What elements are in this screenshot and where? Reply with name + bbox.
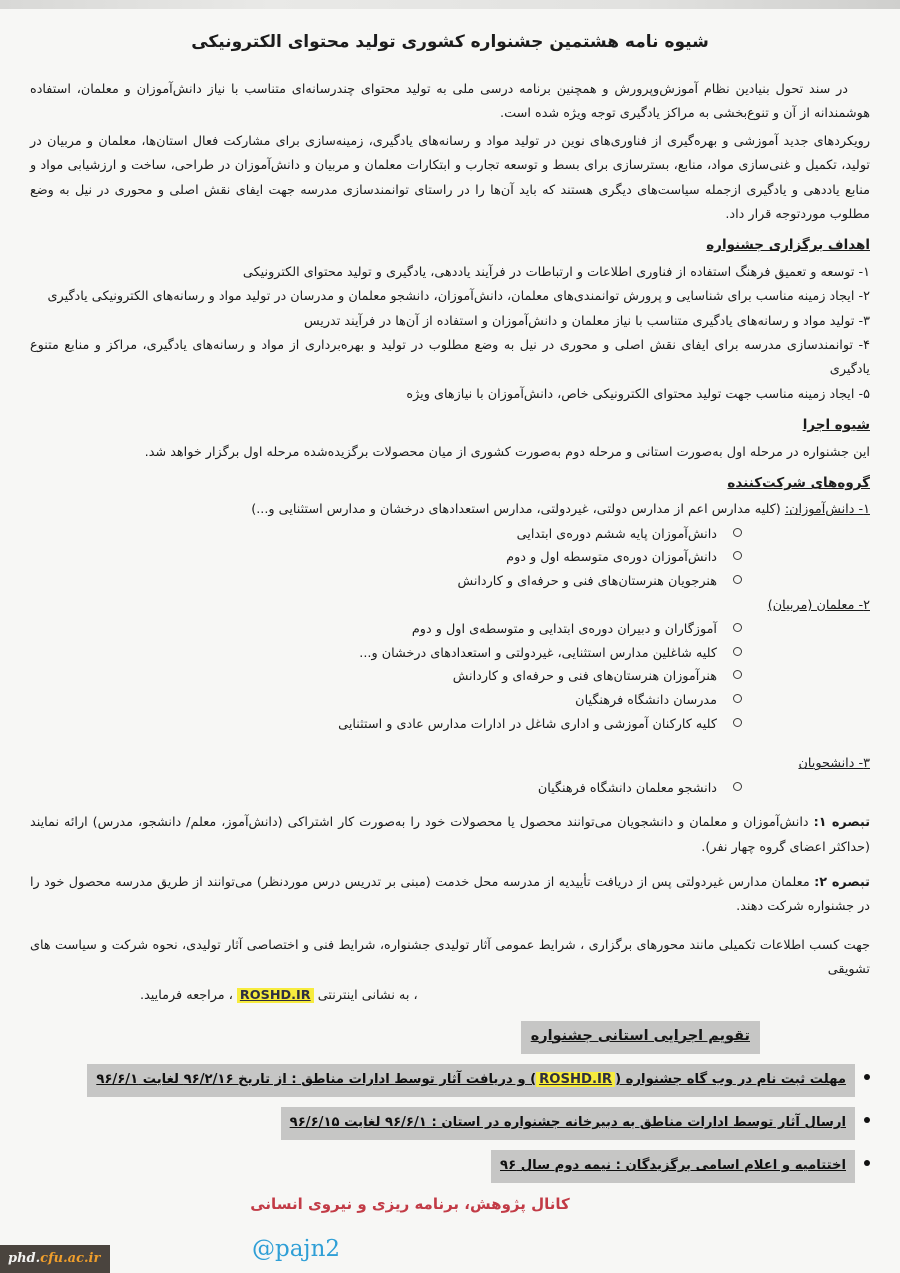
info-pre-text: ، به نشانی اینترنتی xyxy=(313,988,418,1004)
intro-paragraph-2: رویکردهای جدید آموزشی و بهره‌گیری از فناوری‌های نوین در تولید مواد و رسانه‌های یادگیری، زمینه‌سازی برای مشارکت فعال استان‌ها، معلمان و مربیان در تولید، تکمیل و غنی‌سازی مواد، منابع، بسترسازی برای بسط و توسعه تجارب و ابتکارات معلمان و مربیان و دانش‌آموزان در طراحی، ساخت و ارزشیابی مواد و منابع یاددهی و یادگیری ازجمله سیاست‌های دیگری هستند که باید آن‌ها را در راستای توانمندسازی مدرسه جهت ایفای نقش اصلی و محوری در نیل به وضع مطلوب موردتوجه قرار داد. xyxy=(30,134,870,223)
watermark-domain: cfu.ac.ir xyxy=(40,1251,101,1266)
list-item-text: دانش‌آموزان پایه ششم دوره‌ی ابتدایی xyxy=(516,526,717,542)
goal-item: ۵- ایجاد زمینه مناسب جهت تولید محتوای الکترونیکی خاص، دانش‌آموزان با نیازهای ویژه xyxy=(406,386,870,402)
roshd-link[interactable]: ROSHD.IR xyxy=(536,1072,615,1087)
list-item-text: هنرجویان هنرستان‌های فنی و حرفه‌ای و کاردانش xyxy=(457,574,717,590)
site-watermark xyxy=(0,1245,110,1273)
info-line-1: جهت کسب اطلاعات تکمیلی مانند محورهای برگزاری ، شرایط عمومی آثار تولیدی جشنواره، شرایط فنی و اختصاصی آثار تولیدی، نحوه شرکت و سیاست های تشویقی xyxy=(30,937,870,978)
list-item xyxy=(30,689,870,713)
list-item-text: آموزگاران و دبیران دوره‌ی ابتدایی و متوسطه‌ی اول و دوم xyxy=(411,622,717,638)
circle-bullet-icon xyxy=(733,647,742,656)
circle-bullet-icon xyxy=(733,670,742,679)
note-1-label: تبصره ۱: xyxy=(813,815,871,831)
group-1-title: ۱- دانش‌آموزان: xyxy=(784,502,870,518)
info-post-text: ، مراجعه فرمایید. xyxy=(140,988,237,1004)
groups-heading: گروه‌های شرکت‌کننده xyxy=(727,474,870,491)
telegram-handle-link[interactable]: @pajn2 xyxy=(252,1236,341,1262)
info-line-2 xyxy=(30,984,760,1008)
calendar-item-1 xyxy=(30,1064,870,1097)
group-3-label xyxy=(30,752,870,776)
circle-bullet-icon xyxy=(733,623,742,632)
goals-heading: اهداف برگزاری جشنواره xyxy=(706,237,870,254)
list-item-text: دانشجو معلمان دانشگاه فرهنگیان xyxy=(537,780,717,796)
list-item xyxy=(30,777,870,801)
circle-bullet-icon xyxy=(733,782,742,791)
calendar-item-2 xyxy=(30,1107,870,1140)
calendar-item-1-box xyxy=(87,1064,855,1097)
list-item xyxy=(30,546,870,570)
method-text: این جشنواره در مرحله اول به‌صورت استانی و مرحله دوم به‌صورت کشوری از میان محصولات برگزیده‌شده مرحله اول برگزار خواهد شد. xyxy=(144,444,870,460)
group-3-title: ۳- دانشجویان xyxy=(798,756,870,772)
group-2-list xyxy=(30,618,870,736)
bullet-icon xyxy=(864,1160,870,1166)
list-item xyxy=(30,523,870,547)
group-2-label xyxy=(30,594,870,618)
calendar-item-2-box: ارسال آثار توسط ادارات مناطق به دبیرخانه جشنواره در استان : ۹۶/۶/۱ لغایت ۹۶/۶/۱۵ xyxy=(281,1107,855,1140)
list-item xyxy=(30,642,870,666)
list-item xyxy=(30,618,870,642)
calendar-item-3 xyxy=(30,1150,870,1183)
bullet-icon xyxy=(864,1074,870,1080)
method-heading: شیوه اجرا xyxy=(802,416,870,433)
goal-item: ۴- توانمندسازی مدرسه برای ایفای نقش اصلی و محوری در نیل به وضع مطلوب در تولید و بهره‌برداری از مواد و رسانه‌های یادگیری، مراکز و منابع متنوع یادگیری xyxy=(30,337,870,378)
telegram-channel-name: کانال پژوهش، برنامه ریزی و نیروی انسانی xyxy=(250,1195,570,1213)
page-title: شیوه نامه هشتمین جشنواره کشوری تولید محتوای الکترونیکی xyxy=(191,32,709,52)
bullet-icon xyxy=(864,1117,870,1123)
group-3-list xyxy=(30,777,870,801)
note-2 xyxy=(30,871,870,920)
scan-edge-artifact xyxy=(0,0,900,9)
circle-bullet-icon xyxy=(733,551,742,560)
info-line-2-text xyxy=(140,984,418,1008)
list-item-text: کلیه شاغلین مدارس استثنایی، غیردولتی و استعدادهای درخشان و... xyxy=(359,645,717,661)
goal-item: ۱- توسعه و تعمیق فرهنگ استفاده از فناوری اطلاعات و ارتباطات در فرآیند یاددهی، یادگیری و تولید محتوای الکترونیکی xyxy=(242,265,870,281)
circle-bullet-icon xyxy=(733,718,742,727)
list-item xyxy=(30,713,870,737)
calendar-item-1-post: ) و دریافت آثار توسط ادارات مناطق : از تاریخ ۹۶/۲/۱۶ لغایت ۹۶/۶/۱ xyxy=(96,1072,537,1088)
roshd-link[interactable]: ROSHD.IR xyxy=(237,988,314,1003)
note-1-text: دانش‌آموزان و معلمان و دانشجویان می‌توانند محصول یا محصولات خود را به‌صورت کار اشتراکی (دانش‌آموز، معلم/ دانشجو، مدرس) ارائه نمایند (حداکثر اعضای گروه چهار نفر). xyxy=(30,815,870,855)
circle-bullet-icon xyxy=(733,694,742,703)
note-2-label: تبصره ۲: xyxy=(814,875,870,891)
list-item-text: دانش‌آموزان دوره‌ی متوسطه اول و دوم xyxy=(506,550,717,566)
watermark-prefix: phd. xyxy=(8,1251,41,1266)
intro-paragraph-1: در سند تحول بنیادین نظام آموزش‌وپرورش و همچنین برنامه درسی ملی به تولید محتوای چندرسانه‌ای متناسب با نیاز دانش‌آموزان و معلمان، استفاده هوشمندانه از آن و تنوع‌بخشی به مراکز یادگیری توجه ویژه شده است. xyxy=(30,81,870,121)
group-1-list xyxy=(30,523,870,594)
group-2-title: ۲- معلمان (مربیان) xyxy=(767,597,870,613)
list-item xyxy=(30,570,870,594)
list-item-text: هنرآموزان هنرستان‌های فنی و حرفه‌ای و کاردانش xyxy=(452,669,717,685)
list-item-text: کلیه کارکنان آموزشی و اداری شاغل در ادارات مدارس عادی و استثنایی xyxy=(338,716,717,732)
list-item xyxy=(30,665,870,689)
goal-item: ۳- تولید مواد و رسانه‌های یادگیری متناسب با نیاز معلمان و دانش‌آموزان و استفاده از آن‌ها در فرآیند تدریس xyxy=(303,313,870,329)
calendar-item-1-pre: مهلت ثبت نام در وب گاه جشنواره ( xyxy=(615,1072,846,1088)
calendar-item-3-box: اختتامیه و اعلام اسامی برگزیدگان : نیمه دوم سال ۹۶ xyxy=(491,1150,855,1183)
group-1-label xyxy=(30,498,870,522)
circle-bullet-icon xyxy=(733,528,742,537)
goal-item: ۲- ایجاد زمینه مناسب برای شناسایی و پرورش توانمندی‌های معلمان، دانش‌آموزان، دانشجو معلمان و مدرسان در تولید مواد و رسانه‌های الکترونیکی یادگیری xyxy=(47,289,870,305)
note-1 xyxy=(30,811,870,860)
group-1-desc: (کلیه مدارس اعم از مدارس دولتی، غیردولتی، مدارس استعدادهای درخشان و مدارس استثنایی و...) xyxy=(251,502,785,518)
list-item-text: مدرسان دانشگاه فرهنگیان xyxy=(575,693,717,709)
circle-bullet-icon xyxy=(733,575,742,584)
calendar-heading-row xyxy=(30,1021,870,1055)
calendar-heading: تقویم اجرایی استانی جشنواره xyxy=(521,1021,760,1055)
note-2-text: معلمان مدارس غیردولتی پس از دریافت تأییدیه از مدرسه محل خدمت (مبنی بر تدریس درس موردنظر) می‌توانند از طریق مدرسه محصول خود را در جشنواره شرکت دهند. xyxy=(30,875,870,915)
